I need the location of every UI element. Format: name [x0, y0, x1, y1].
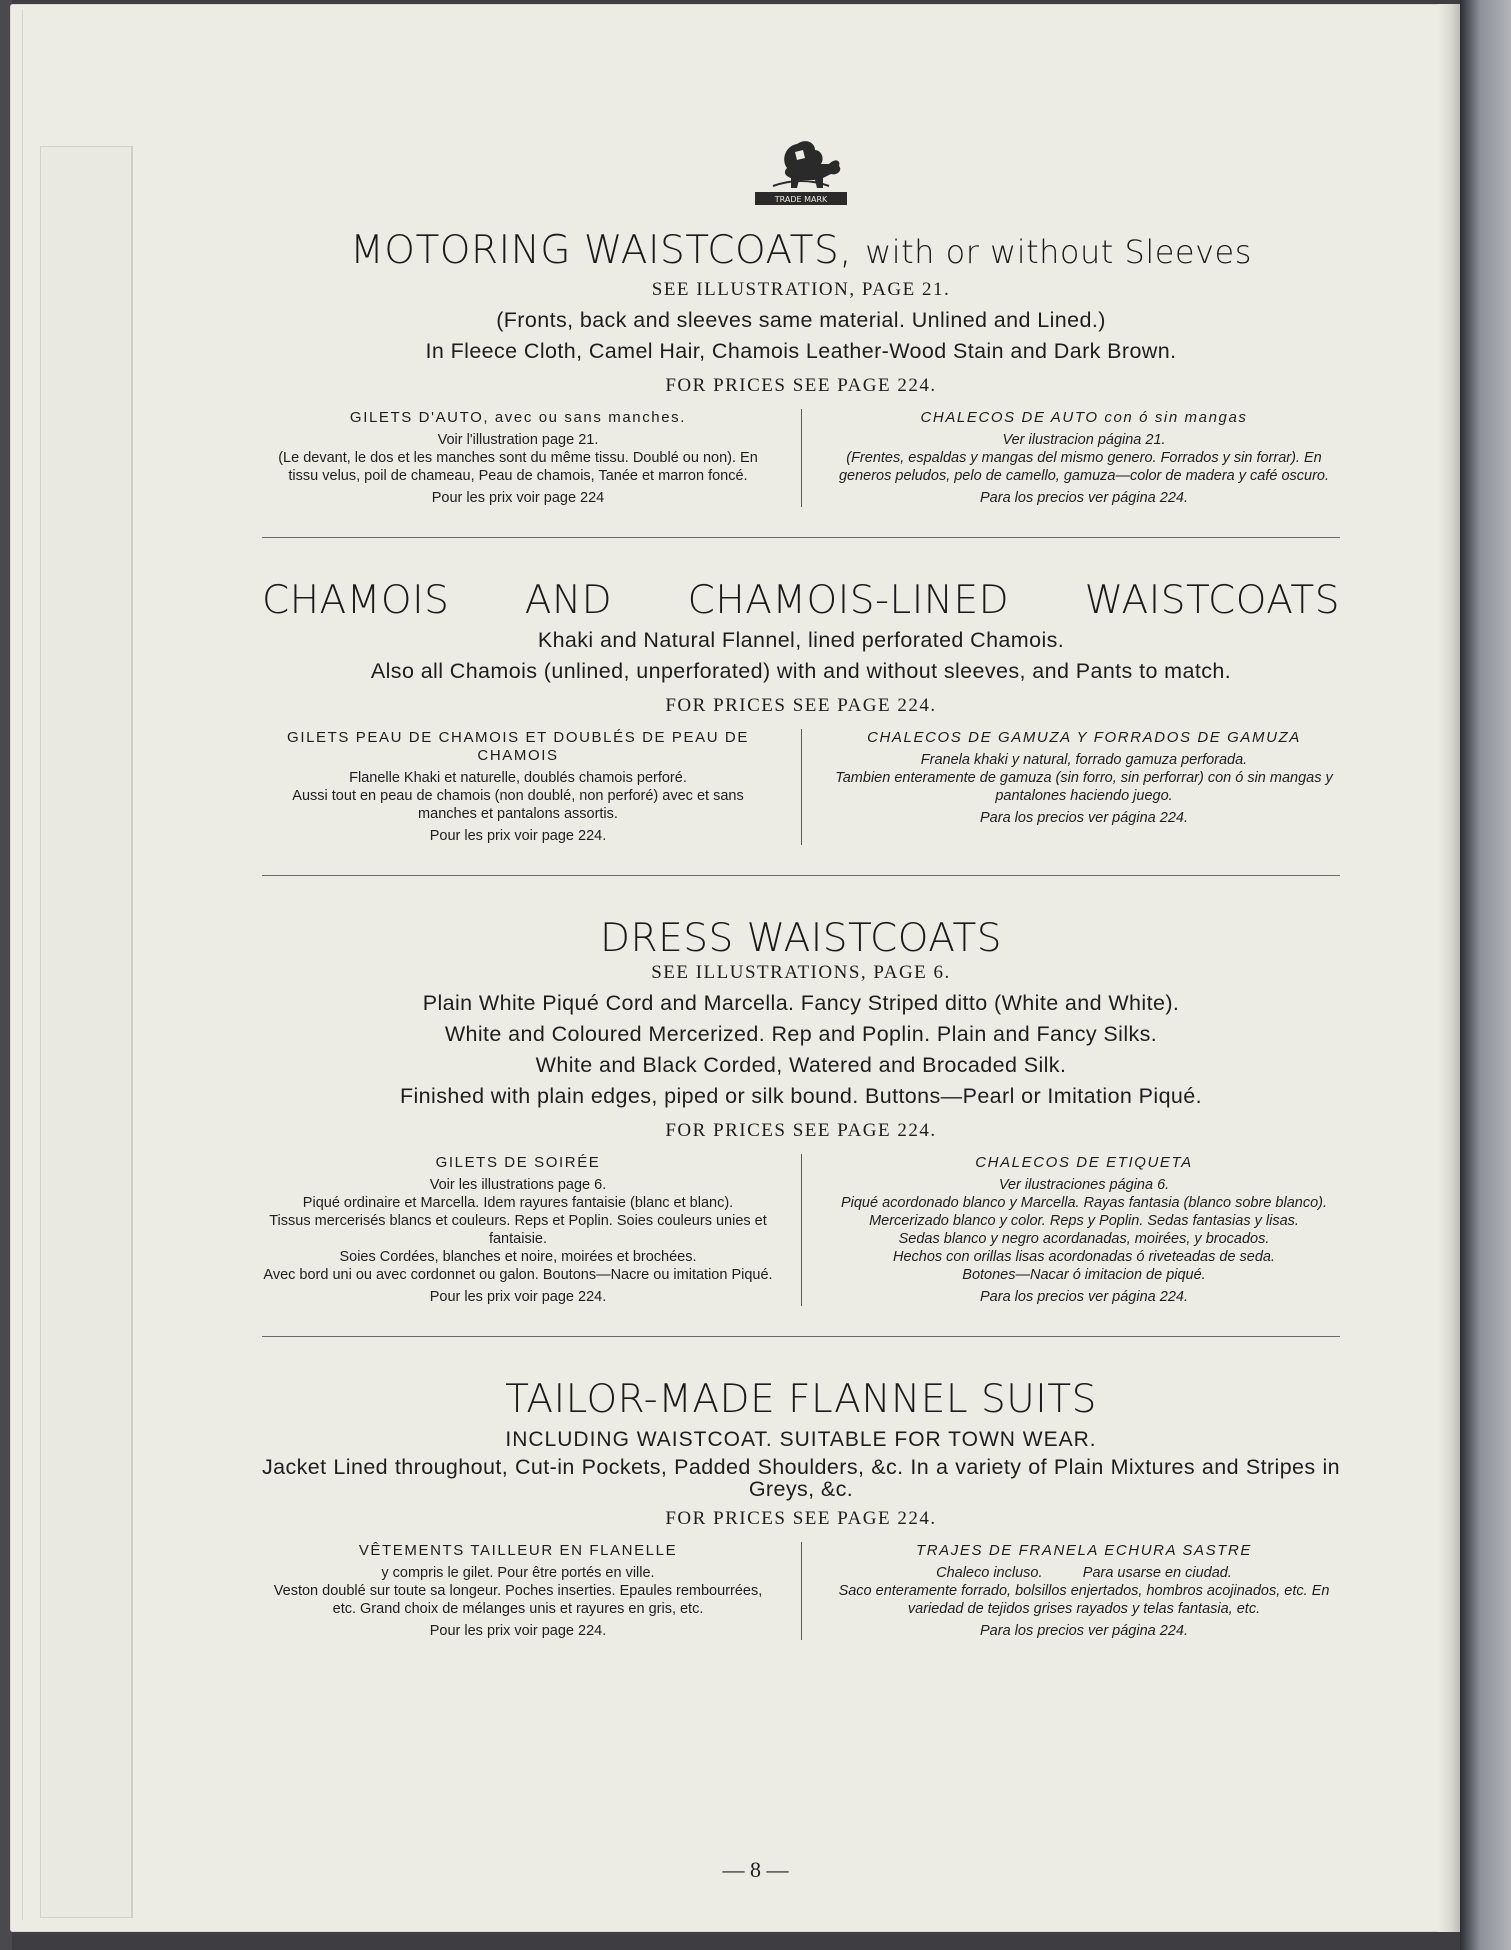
trademark-logo: [262, 130, 1340, 210]
spanish-prices: Para los precios ver página 224.: [980, 1623, 1188, 1640]
spanish-line: Ver ilustracion página 21.: [1002, 431, 1166, 448]
french-line: Flanelle Khaki et naturelle, doublés chamois perforé.: [349, 769, 687, 786]
spanish-heading: CHALECOS DE GAMUZA Y FORRADOS DE GAMUZA: [867, 728, 1301, 746]
description-line: Khaki and Natural Flannel, lined perforated Chamois.: [537, 627, 1065, 652]
spanish-line: Tambien enteramente de gamuza (sin forro, sin perforrar) con ó sin mangas y pantalones haciendo juego.: [835, 769, 1333, 804]
spanish-column: [808, 1154, 1340, 1306]
french-column: [262, 409, 794, 507]
page-content: [262, 130, 1340, 1640]
french-column: [262, 1154, 794, 1306]
page-number: — 8 —: [722, 1857, 789, 1882]
section-motoring-waistcoats: [262, 228, 1340, 507]
section-chamois-waistcoats: [262, 578, 1340, 845]
prices-reference: FOR PRICES SEE PAGE 224.: [665, 694, 937, 716]
translation-columns: [262, 1154, 1340, 1306]
spanish-line: Sedas blanco y negro acordanadas, moirées, y brocados.: [898, 1231, 1270, 1248]
spanish-prices: Para los precios ver página 224.: [980, 1289, 1188, 1306]
description-line: Plain White Piqué Cord and Marcella. Fancy Striped ditto (White and White).: [422, 991, 1180, 1016]
description-line: Also all Chamois (unlined, unperforated) with and without sleeves, and Pants to match.: [370, 658, 1232, 683]
french-heading: GILETS DE SOIRÉE: [435, 1154, 601, 1172]
french-prices: Pour les prix voir page 224.: [429, 1289, 607, 1306]
spanish-heading: CHALECOS DE AUTO con ó sin mangas: [920, 408, 1248, 426]
french-line: Veston doublé sur toute sa longeur. Poches inserties. Epaules rembourrées, etc. Grand choix de mélanges unis et rayures en gris, etc.: [273, 1583, 763, 1618]
title-word: CHAMOIS: [262, 577, 450, 623]
french-heading: GILETS PEAU DE CHAMOIS ET DOUBLÉS DE PEAU DE CHAMOIS: [287, 728, 749, 764]
page-fold-shadow: [1438, 4, 1460, 1932]
spanish-line: Saco enteramente forrado, bolsillos enjertados, hombros acojinados, etc. En variedad de tejidos grises rayados y telas fantasia, etc.: [838, 1583, 1330, 1618]
french-column: [262, 729, 794, 845]
section-divider: [262, 1336, 1340, 1337]
description-line: White and Black Corded, Watered and Brocaded Silk.: [535, 1053, 1067, 1078]
french-line: Voir les illustrations page 6.: [429, 1177, 607, 1194]
page-flap: [40, 146, 133, 1918]
french-line: Piqué ordinaire et Marcella. Idem rayures fantaisie (blanc et blanc).: [302, 1195, 734, 1212]
spanish-line: Botones—Nacar ó imitacion de piqué.: [962, 1267, 1206, 1284]
section-subtitle: SEE ILLUSTRATION, PAGE 21.: [651, 278, 951, 300]
spanish-heading: TRAJES DE FRANELA ECHURA SASTRE: [915, 1542, 1253, 1560]
spanish-line: Chaleco incluso. Para usarse en ciudad.: [936, 1565, 1232, 1582]
section-divider: [262, 537, 1340, 538]
section-title: TAILOR-MADE FLANNEL SUITS: [505, 1377, 1097, 1423]
spanish-line: Mercerizado blanco y color. Reps y Poplin. Sedas fantasias y lisas.: [869, 1213, 1299, 1230]
section-subtitle: INCLUDING WAISTCOAT. SUITABLE FOR TOWN WEAR.: [505, 1428, 1097, 1452]
french-line: Avec bord uni ou avec cordonnet ou galon. Boutons—Nacre ou imitation Piqué.: [263, 1267, 773, 1284]
french-line: Voir l'illustration page 21.: [437, 431, 599, 448]
spanish-heading: CHALECOS DE ETIQUETA: [975, 1154, 1193, 1172]
spanish-line: Hechos con orillas lisas acordonadas ó riveteadas de seda.: [892, 1249, 1276, 1266]
spanish-line: Piqué acordonado blanco y Marcella. Rayas fantasia (blanco sobre blanco).: [840, 1195, 1328, 1212]
description-line: White and Coloured Mercerized. Rep and Poplin. Plain and Fancy Silks.: [444, 1022, 1158, 1047]
spanish-line: (Frentes, espaldas y mangas del mismo genero. Forrados y sin forrar). En generos peludos, pelo de camello, gamuza—color de madera y café oscuro.: [838, 449, 1330, 484]
translation-columns: [262, 729, 1340, 845]
french-line: Soies Cordées, blanches et noire, moirées et brochées.: [339, 1249, 697, 1266]
french-heading: GILETS D'AUTO, avec ou sans manches.: [349, 408, 687, 426]
spanish-column: [808, 1542, 1340, 1640]
prices-reference: FOR PRICES SEE PAGE 224.: [665, 1508, 937, 1530]
french-prices: Pour les prix voir page 224.: [429, 827, 607, 844]
french-prices: Pour les prix voir page 224: [431, 489, 605, 506]
column-divider: [801, 409, 802, 507]
spanish-column: [808, 729, 1340, 845]
prices-reference: FOR PRICES SEE PAGE 224.: [665, 374, 937, 396]
section-title: DRESS WAISTCOATS: [599, 915, 1003, 961]
section-divider: [262, 875, 1340, 876]
spanish-column: [808, 409, 1340, 507]
page-edge-line: [22, 10, 23, 1920]
spanish-line: Ver ilustraciones página 6.: [998, 1177, 1170, 1194]
section-flannel-suits: [262, 1377, 1340, 1640]
section-title: [262, 228, 1340, 275]
translation-columns: [262, 1542, 1340, 1640]
svg-text:TRADE MARK: TRADE MARK: [774, 195, 828, 204]
french-line: Aussi tout en peau de chamois (non doublé, non perforé) avec et sans manches et pantalons assortis.: [292, 787, 744, 822]
title-main: MOTORING WAISTCOATS,: [350, 228, 853, 273]
column-divider: [801, 1542, 802, 1640]
lion-trademark-icon: [751, 130, 851, 210]
french-heading: VÊTEMENTS TAILLEUR EN FLANELLE: [358, 1542, 678, 1560]
french-column: [262, 1542, 794, 1640]
translation-columns: [262, 409, 1340, 507]
section-dress-waistcoats: [262, 916, 1340, 1307]
spanish-line: Franela khaki y natural, forrado gamuza perforada.: [920, 751, 1248, 768]
title-suffix: with or without Sleeves: [865, 233, 1252, 271]
french-line: (Le devant, le dos et les manches sont du même tissu. Doublé ou non). En tissu velus, poil de chameau, Peau de chamois, Tanée et marron foncé.: [278, 449, 758, 484]
column-divider: [801, 1154, 802, 1306]
binder-edge: [1460, 0, 1511, 1950]
french-line: Tissus mercerisés blancs et couleurs. Reps et Poplin. Soies couleurs unies et fantaisie.: [269, 1213, 767, 1248]
spanish-prices: Para los precios ver página 224.: [980, 489, 1188, 506]
description-line: In Fleece Cloth, Camel Hair, Chamois Leather-Wood Stain and Dark Brown.: [425, 338, 1177, 363]
french-prices: Pour les prix voir page 224.: [429, 1623, 607, 1640]
title-word: AND: [524, 577, 613, 623]
title-word: CHAMOIS-LINED: [687, 577, 1010, 623]
description-line: Finished with plain edges, piped or silk bound. Buttons—Pearl or Imitation Piqué.: [399, 1084, 1203, 1109]
prices-reference: FOR PRICES SEE PAGE 224.: [665, 1120, 937, 1142]
title-word: WAISTCOATS: [1084, 577, 1340, 623]
description-line: Jacket Lined throughout, Cut-in Pockets, Padded Shoulders, &c. In a variety of Plain Mixtures and Stripes in Greys, &c.: [262, 1455, 1340, 1502]
french-line: y compris le gilet. Pour être portés en ville.: [381, 1565, 655, 1582]
section-title: [262, 578, 1340, 625]
description-line: (Fronts, back and sleeves same material. Unlined and Lined.): [496, 307, 1106, 332]
spanish-prices: Para los precios ver página 224.: [980, 809, 1188, 826]
column-divider: [801, 729, 802, 845]
section-subtitle: SEE ILLUSTRATIONS, PAGE 6.: [651, 962, 951, 984]
